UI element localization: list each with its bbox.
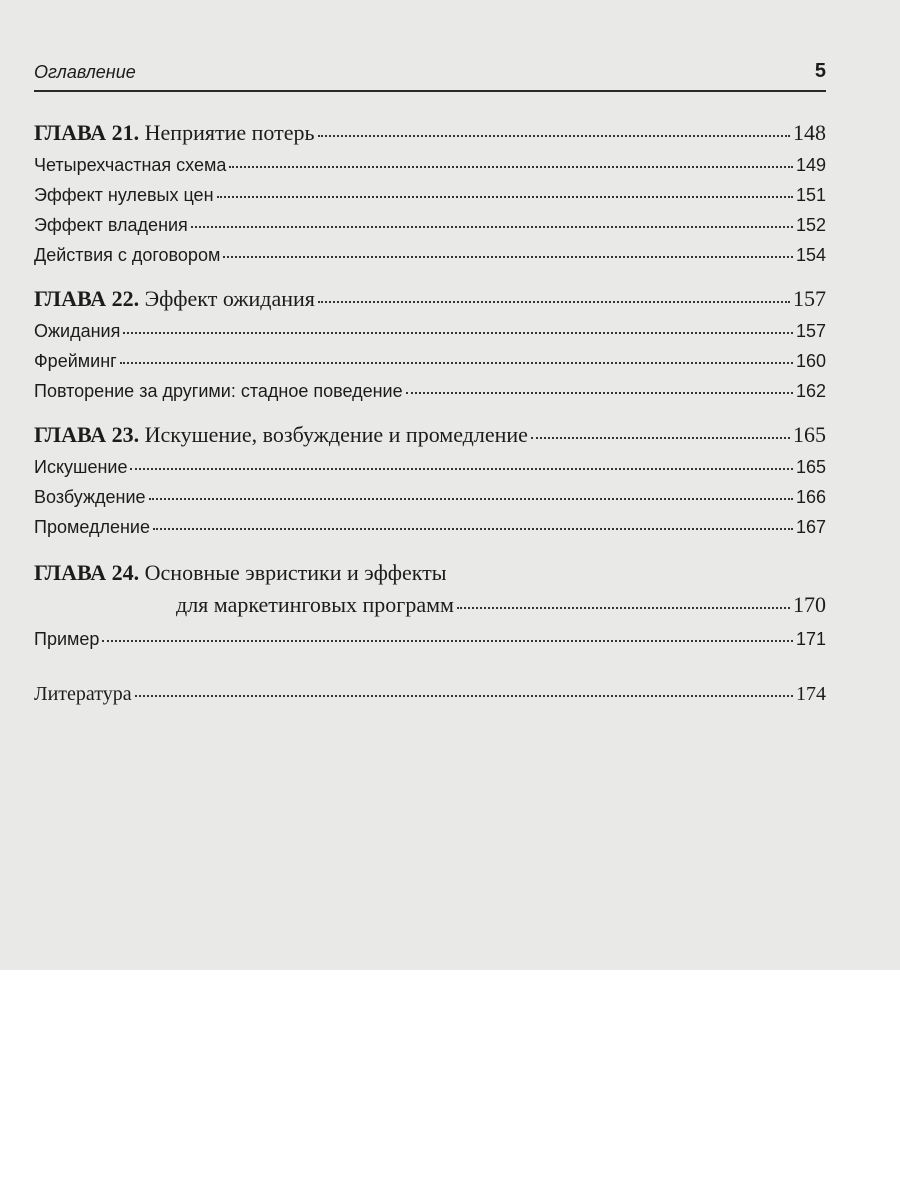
- dot-leader: [457, 607, 790, 609]
- entry-title: Искушение: [34, 457, 128, 477]
- toc-literature[interactable]: [34, 684, 826, 704]
- entry-page: 149: [795, 155, 826, 175]
- dot-leader: [123, 332, 793, 334]
- running-header: [34, 60, 826, 92]
- entry-page: 165: [795, 457, 826, 477]
- entry-page: 160: [795, 351, 826, 371]
- entry-title: Пример: [34, 629, 100, 649]
- entry-title: Четырехчастная схема: [34, 155, 227, 175]
- entry-page: 171: [795, 629, 826, 649]
- toc-entry[interactable]: [34, 630, 826, 648]
- toc-chapter-22[interactable]: [34, 288, 826, 310]
- dot-leader: [102, 640, 793, 642]
- dot-leader: [135, 695, 793, 697]
- entry-page: 166: [795, 487, 826, 507]
- entry-title: Фрейминг: [34, 351, 117, 371]
- chapter-title: Искушение, возбуждение и промедление: [144, 422, 528, 447]
- toc-entry[interactable]: [34, 156, 826, 174]
- chapter-title: Неприятие потерь: [144, 120, 315, 145]
- chapter-label: ГЛАВА 22.: [34, 286, 140, 311]
- entry-page: 167: [795, 517, 826, 537]
- chapter-page: 157: [793, 286, 826, 311]
- entry-title: Ожидания: [34, 321, 121, 341]
- toc-entry[interactable]: [34, 246, 826, 264]
- dot-leader: [223, 256, 793, 258]
- chapter-page: 148: [793, 120, 826, 145]
- chapter-label: ГЛАВА 24.: [34, 560, 140, 585]
- toc-entry[interactable]: [34, 352, 826, 370]
- entry-page: 151: [795, 185, 826, 205]
- dot-leader: [191, 226, 793, 228]
- dot-leader: [318, 301, 790, 303]
- dot-leader: [130, 468, 792, 470]
- dot-leader: [229, 166, 793, 168]
- dot-leader: [531, 437, 790, 439]
- entry-title: Эффект владения: [34, 215, 188, 235]
- toc-chapter-21[interactable]: [34, 122, 826, 144]
- entry-page: 162: [795, 381, 826, 401]
- chapter-title-continued: для маркетинговых программ: [176, 592, 454, 617]
- dot-leader: [406, 392, 793, 394]
- literature-title: Литература: [34, 683, 132, 705]
- header-page-number: 5: [814, 60, 826, 82]
- toc-entry[interactable]: [34, 382, 826, 400]
- toc-entry[interactable]: [34, 186, 826, 204]
- chapter-title-line-2: [34, 594, 826, 616]
- entry-page: 152: [795, 215, 826, 235]
- entry-page: 157: [795, 321, 826, 341]
- chapter-label: ГЛАВА 21.: [34, 120, 140, 145]
- toc-entry[interactable]: [34, 458, 826, 476]
- toc-chapter-23[interactable]: [34, 424, 826, 446]
- header-section-title: Оглавление: [34, 62, 136, 82]
- entry-title: Промедление: [34, 517, 150, 537]
- entry-title: Возбуждение: [34, 487, 146, 507]
- chapter-title: Эффект ожидания: [144, 286, 315, 311]
- entry-title: Эффект нулевых цен: [34, 185, 214, 205]
- chapter-page: 170: [793, 592, 826, 617]
- toc-entry[interactable]: [34, 216, 826, 234]
- dot-leader: [149, 498, 793, 500]
- toc-entry[interactable]: [34, 488, 826, 506]
- entry-title: Повторение за другими: стадное поведение: [34, 381, 403, 401]
- chapter-title: Основные эвристики и эффекты: [144, 560, 447, 585]
- dot-leader: [120, 362, 793, 364]
- toc-entry[interactable]: [34, 518, 826, 536]
- toc-chapter-24[interactable]: [34, 562, 826, 616]
- chapter-page: 165: [793, 422, 826, 447]
- dot-leader: [217, 196, 793, 198]
- entry-title: Действия с договором: [34, 245, 221, 265]
- table-of-contents: [34, 122, 826, 704]
- chapter-title-line-1: [34, 562, 826, 584]
- dot-leader: [153, 528, 793, 530]
- literature-page: 174: [796, 683, 826, 705]
- dot-leader: [318, 135, 790, 137]
- entry-page: 154: [795, 245, 826, 265]
- toc-entry[interactable]: [34, 322, 826, 340]
- chapter-label: ГЛАВА 23.: [34, 422, 140, 447]
